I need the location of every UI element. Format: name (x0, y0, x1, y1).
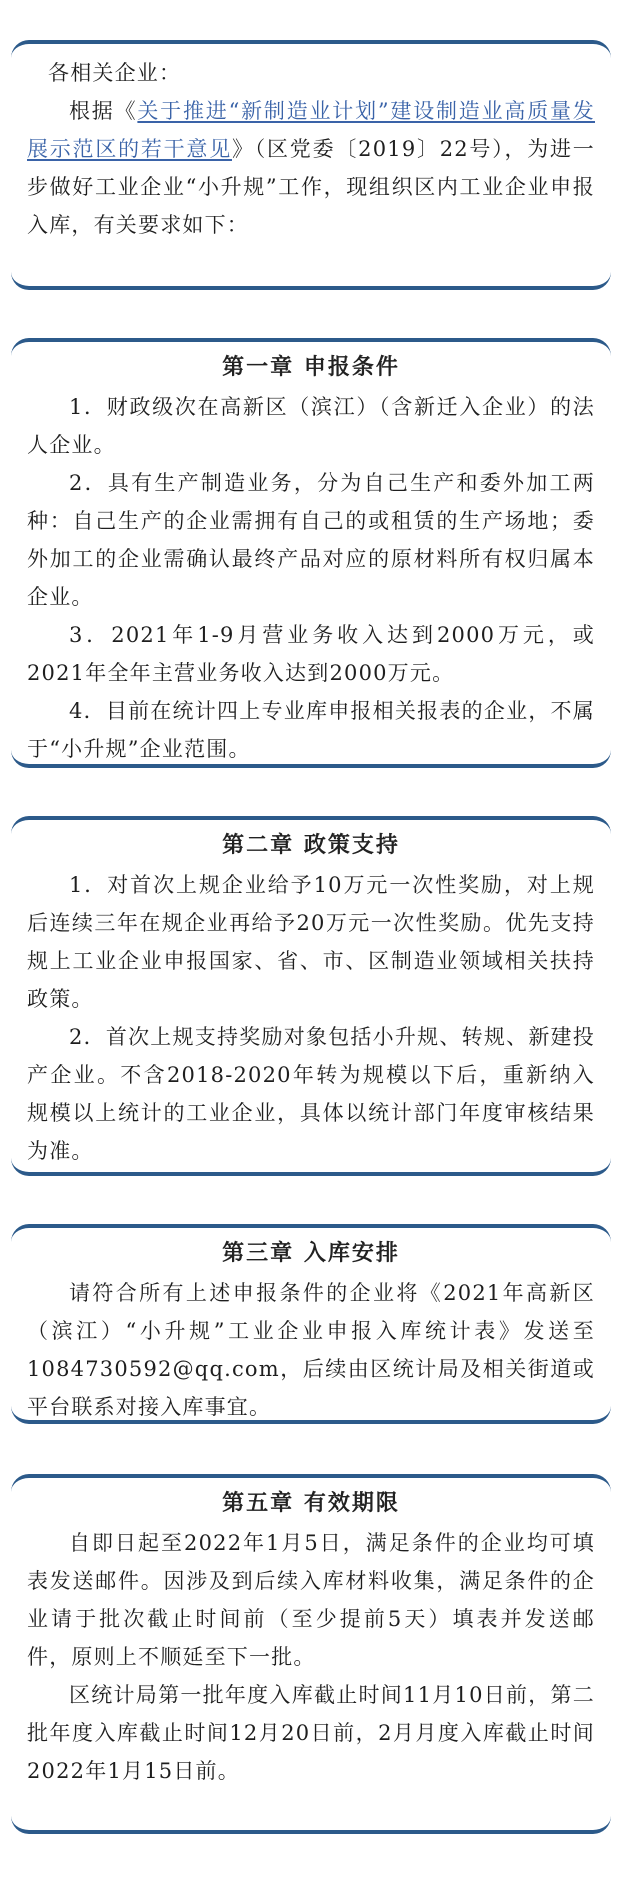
chapter1-item: 2．具有生产制造业务，分为自己生产和委外加工两种：自己生产的企业需拥有自己的或租赁的生产场地；委外加工的企业需确认最终产品对应的原材料所有权归属本企业。 (27, 471, 595, 609)
chapter5-title: 第五章 有效期限 (222, 1491, 400, 1516)
chapter2-card (11, 816, 611, 1176)
intro-paragraph (27, 92, 595, 244)
chapter1-title: 第一章 申报条件 (222, 355, 400, 380)
chapter1-item: 4．目前在统计四上专业库申报相关报表的企业，不属于“小升规”企业范围。 (27, 699, 595, 761)
intro-card (11, 40, 611, 290)
intro-tail: 》（区党委〔2019〕22号），为进一步做好工业企业“小升规”工作，现组织区内工业企业申报入库，有关要求如下： (27, 137, 595, 237)
chapter5-paragraph: 自即日起至2022年1月5日，满足条件的企业均可填表发送邮件。因涉及到后续入库材料收集，满足条件的企业请于批次截止时间前（至少提前5天）填表并发送邮件，原则上不顺延至下一批。 (27, 1531, 595, 1669)
chapter5-card (11, 1474, 611, 1834)
intro-lead: 根据《 (69, 99, 138, 123)
chapter3-body: 请符合所有上述申报条件的企业将《2021年高新区（滨江）“小升规”工业企业申报入库统计表》发送至1084730592@qq.com，后续由区统计局及相关街道或平台联系对接入库事宜。 (27, 1281, 595, 1419)
chapter1-card (11, 338, 611, 768)
chapter1-item: 1．财政级次在高新区（滨江）（含新迁入企业）的法人企业。 (27, 395, 595, 457)
chapter2-item: 2．首次上规支持奖励对象包括小升规、转规、新建投产企业。不含2018-2020年转为规模以下后，重新纳入规模以上统计的工业企业，具体以统计部门年度审核结果为准。 (27, 1025, 595, 1163)
chapter3-title: 第三章 入库安排 (222, 1241, 400, 1266)
chapter3-card (11, 1224, 611, 1424)
chapter2-title: 第二章 政策支持 (222, 833, 400, 858)
chapter5-paragraph: 区统计局第一批年度入库截止时间11月10日前，第二批年度入库截止时间12月20日前，2月月度入库截止时间2022年1月15日前。 (27, 1683, 595, 1783)
salutation: 各相关企业： (48, 61, 182, 85)
chapter2-item: 1．对首次上规企业给予10万元一次性奖励，对上规后连续三年在规企业再给予20万元一次性奖励。优先支持规上工业企业申报国家、省、市、区制造业领域相关扶持政策。 (27, 873, 595, 1011)
policy-document-link[interactable]: 关于推进“新制造业计划”建设制造业高质量发展示范区的若干意见 (27, 99, 595, 161)
chapter1-item: 3．2021年1-9月营业务收入达到2000万元，或2021年全年主营业务收入达到2000万元。 (27, 623, 595, 685)
